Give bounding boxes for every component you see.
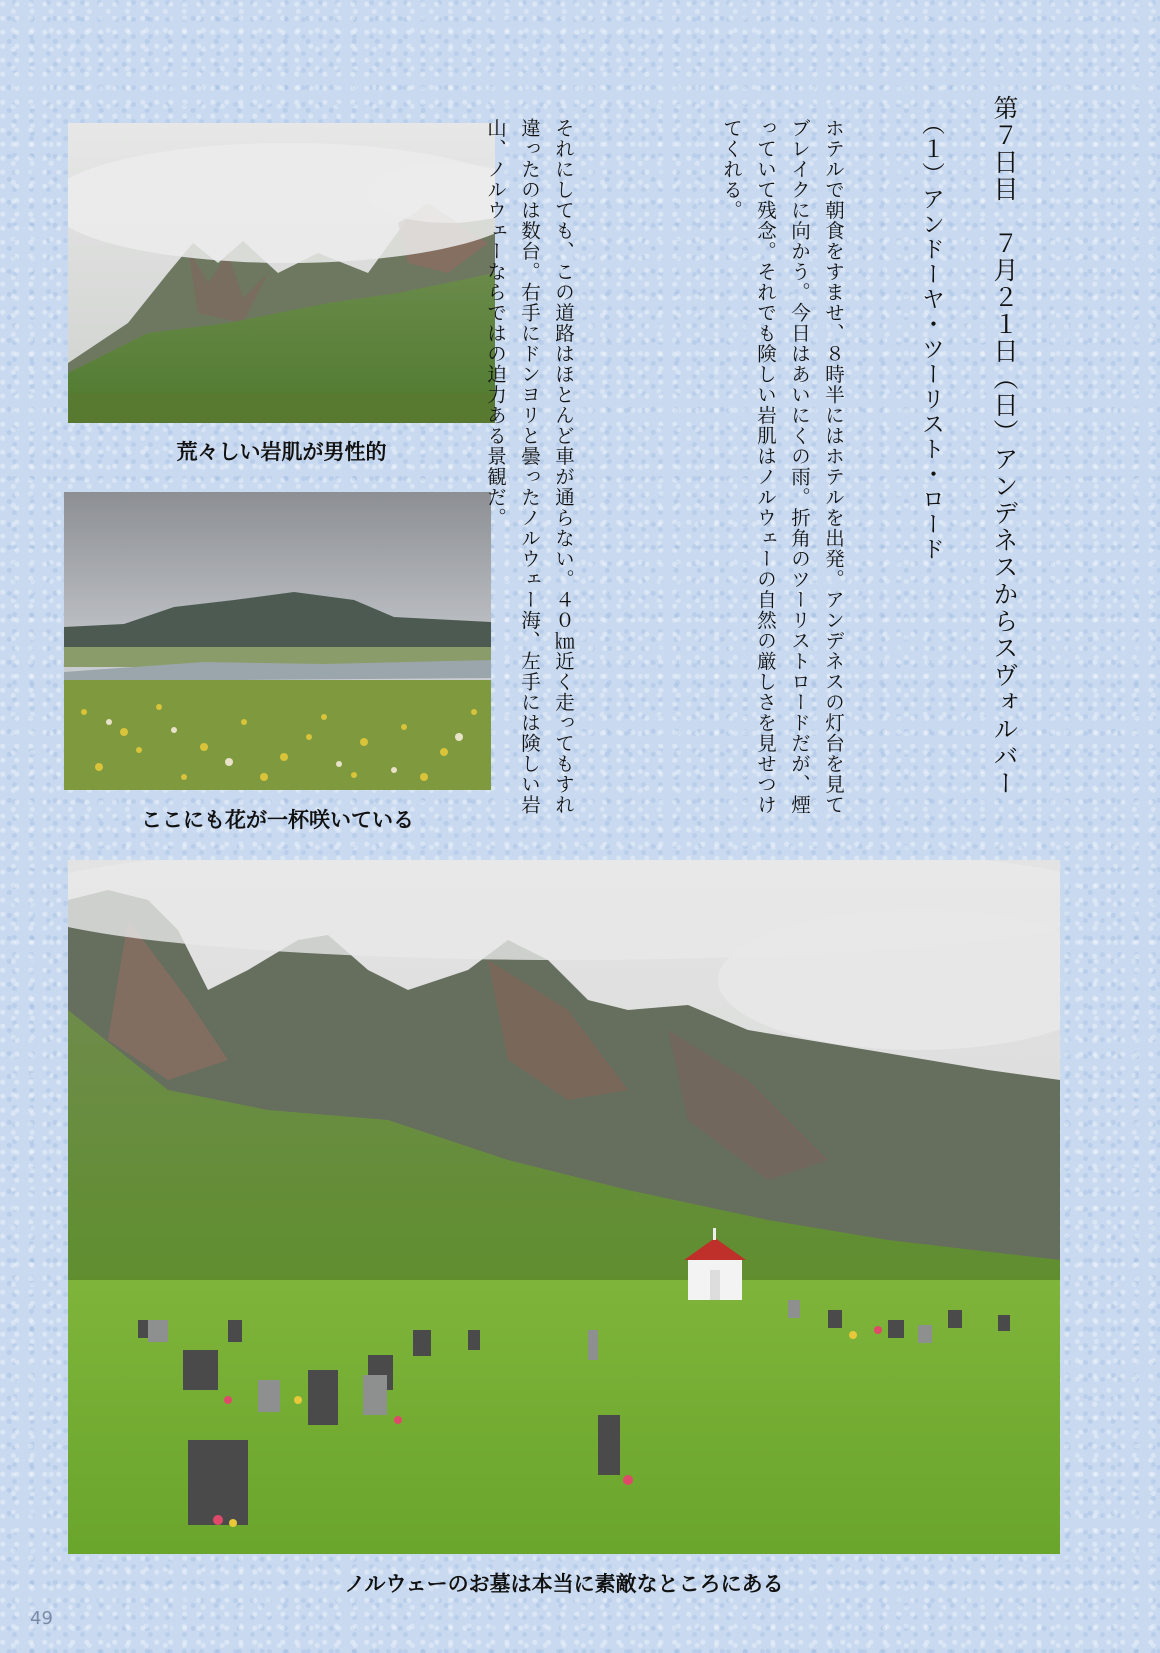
- paragraph-1: ホテルで朝食をすませ、８時半にはホテルを出発。アンデネスの灯台を見てブレイクに向かう。今日はあいにくの雨。折角のツーリストロードだが、煙っていて残念。それでも険しい岩肌はノルウェーの自然の厳しさを見せつけてくれる。: [720, 118, 845, 815]
- photo-cemetery-caption: ノルウェーのお墓は本当に素敵なところにある: [344, 1572, 784, 1596]
- photo-flowers-caption: ここにも花が一杯咲いている: [141, 808, 414, 832]
- paragraph-2: それにしても、この道路はほとんど車が通らない。４０㎞近く走ってもすれ違ったのは数台。右手にドンヨリと曇ったノルウェー海、左手には険しい岩山、ノルウェーならではの迫力ある景観だ。: [484, 118, 575, 815]
- photo-mountain-caption: 荒々しい岩肌が男性的: [176, 440, 387, 464]
- photo-mountain: [68, 123, 495, 423]
- page-title: 第７日目 ７月２１日（日）アンデネスからスヴォルバー: [990, 95, 1019, 797]
- section-heading: （１）アンドーヤ・ツーリスト・ロード: [918, 112, 944, 562]
- photo-flowers: [64, 492, 491, 790]
- page-number: 49: [30, 1608, 53, 1629]
- photo-cemetery: [68, 860, 1060, 1554]
